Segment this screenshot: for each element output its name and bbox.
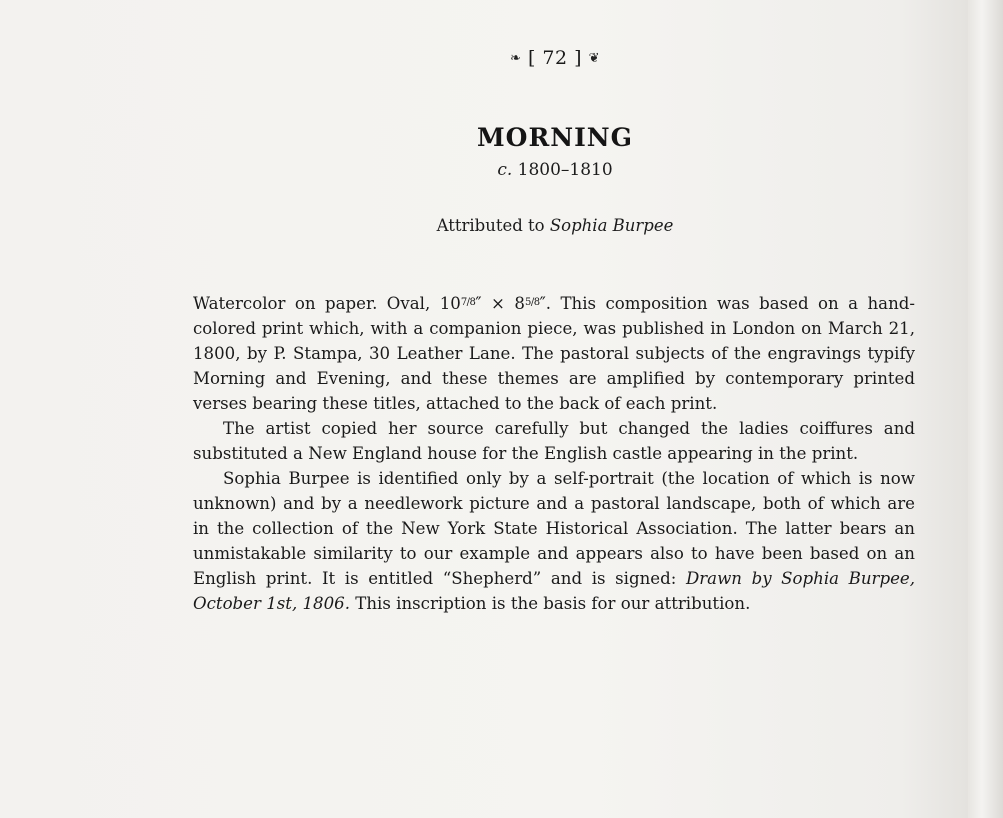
fraction-width: 5/8 xyxy=(524,297,540,308)
artwork-date xyxy=(0,160,1003,180)
paragraph-1-part3: ″. This composition was based on a hand-colored print which, with a companion piece, was published in London on March 21, 1800, by P. Stampa, 30 Leather Lane. The pastoral subjects of the engravings typify Morning and Evening, and these themes are amplified by contemporary printed verses bearing these titles, attached to the back of each print. xyxy=(193,294,915,413)
paragraph-3-closing: This inscription is the basis for our attribution. xyxy=(355,594,751,613)
paragraph-1 xyxy=(193,290,915,416)
ornament-right-icon: ❦ xyxy=(588,51,600,66)
paragraph-1-part2: ″ × 8 xyxy=(475,294,525,313)
fraction-height: 7/8 xyxy=(460,297,476,308)
description-body xyxy=(193,290,915,616)
attribution-artist: Sophia Burpee xyxy=(549,216,674,235)
date-prefix: c. xyxy=(497,160,513,180)
attribution-prefix: Attributed to xyxy=(436,216,545,235)
paragraph-3-signature: Drawn by Sophia Burpee, October 1st, 1806. xyxy=(193,569,916,613)
ornament-left-icon: ❧ xyxy=(510,51,522,66)
page-number-value: [ 72 ] xyxy=(527,47,583,69)
paragraph-2: The artist copied her source carefully but changed the ladies coiffures and substituted a New England house for the English castle appearing in the print. xyxy=(193,419,915,463)
artwork-title: MORNING xyxy=(477,123,633,152)
page-edge xyxy=(968,0,1003,818)
paragraph-3 xyxy=(193,466,915,616)
page-number xyxy=(0,47,1003,69)
paragraph-1-part1: Watercolor on paper. Oval, 10 xyxy=(193,294,461,313)
attribution-line xyxy=(0,216,1003,235)
date-range: 1800–1810 xyxy=(517,160,613,180)
paragraph-3-text: Sophia Burpee is identified only by a self-portrait (the location of which is now unknown) and by a needlework picture and a pastoral landscape, both of which are in the collection of the New York State Historical Association. The latter bears an unmistakable similarity to our example and appears also to have been based on an English print. It is entitled “Shepherd” and is signed: xyxy=(193,469,915,588)
